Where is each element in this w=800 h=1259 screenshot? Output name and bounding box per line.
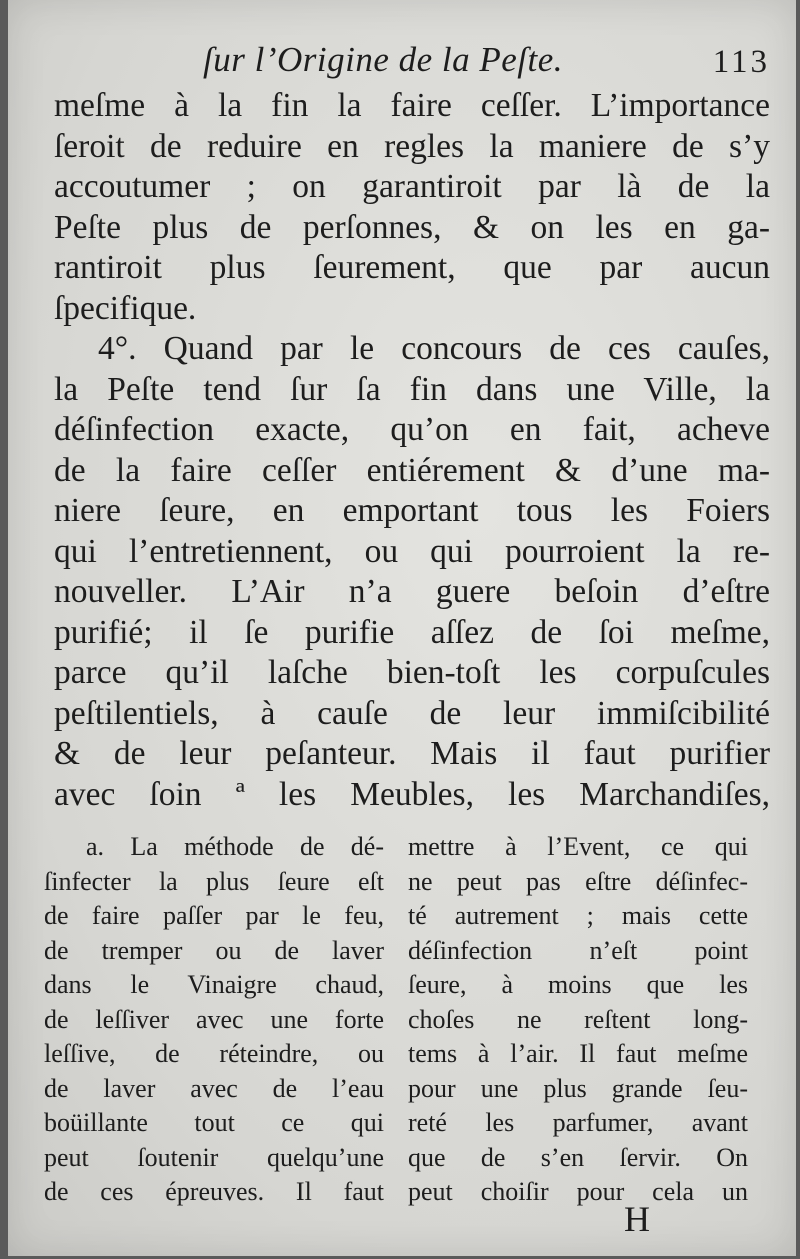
- footnote-line: reté les parfumer, avant: [408, 1108, 748, 1137]
- text-line: Peſte plus de perſonnes, & on les en ga-: [54, 208, 770, 246]
- signature-mark: H: [624, 1199, 651, 1239]
- text-line: & de leur peſanteur. Mais il faut purifier: [54, 735, 770, 772]
- text-line: purifié; il ſe purifie aſſez de ſoi meſme,: [54, 613, 770, 651]
- text-line: nouveller. L’Air n’a guere beſoin d’eſtre: [54, 573, 770, 610]
- book-page: [8, 0, 796, 1256]
- footnote-line: dans le Vinaigre chaud,: [44, 970, 384, 999]
- footnote: [44, 830, 756, 1210]
- footnote-line: a. La méthode de dé-: [86, 832, 384, 861]
- footnote-line: leſſive, de réteindre, ou: [44, 1039, 384, 1068]
- text-line: de la faire ceſſer entiérement & d’une ma-: [54, 451, 770, 489]
- footnote-line: de tremper ou de laver: [44, 935, 384, 965]
- footnote-left-column: [44, 830, 384, 1210]
- text-line: ſpecifique.: [54, 289, 197, 327]
- running-title: ſur l’Origine de la Peſte.: [203, 40, 564, 79]
- footnote-line: mettre à l’Event, ce qui: [408, 832, 748, 861]
- footnote-line: boüillante tout ce qui: [44, 1108, 384, 1137]
- text-line: niere ſeure, en emportant tous les Foiers: [54, 492, 770, 529]
- main-text: [54, 86, 770, 815]
- text-line: ſeroit de reduire en regles la maniere de s’y: [54, 127, 770, 165]
- text-line: accoutumer ; on garantiroit par là de la: [54, 168, 770, 205]
- footnote-line: ne peut pas eſtre déſinfec-: [408, 866, 748, 896]
- footnote-line: de ces épreuves. Il faut: [44, 1177, 384, 1206]
- footnote-line: ſinfecter la plus ſeure eſt: [44, 866, 384, 896]
- page-number: 113: [712, 44, 770, 80]
- footnote-right-column: [408, 830, 748, 1210]
- text-line: la Peſte tend ſur ſa fin dans une Ville, la: [54, 370, 770, 408]
- footnote-line: tems à l’air. Il faut meſme: [408, 1039, 748, 1068]
- footnote-line: que de s’en ſervir. On: [408, 1142, 748, 1172]
- page-header: [48, 40, 770, 86]
- footnote-line: de laver avec de l’eau: [44, 1073, 384, 1103]
- footnote-line: peut choiſir pour cela un: [408, 1177, 748, 1206]
- footnote-line: de faire paſſer par le feu,: [44, 901, 384, 930]
- text-line: déſinfection exacte, qu’on en fait, acheve: [54, 411, 770, 448]
- footnote-line: de leſſiver avec une forte: [44, 1004, 384, 1034]
- footnote-line: déſinfection n’eſt point: [408, 935, 748, 965]
- text-line: peſtilentiels, à cauſe de leur immiſcibilité: [54, 694, 770, 732]
- text-line: meſme à la fin la faire ceſſer. L’importance: [54, 87, 770, 124]
- text-line: qui l’entretiennent, ou qui pourroient la re-: [54, 532, 770, 570]
- footnote-line: ſeure, à moins que les: [408, 970, 748, 999]
- footnote-line: pour une plus grande ſeu-: [408, 1073, 748, 1103]
- text-line: parce qu’il laſche bien-toſt les corpuſcules: [54, 654, 770, 691]
- text-line: avec ſoin ª les Meubles, les Marchandiſes,: [54, 775, 770, 813]
- text-line: 4°. Quand par le concours de ces cauſes,: [98, 330, 770, 367]
- text-line: rantiroit plus ſeurement, que par aucun: [54, 249, 770, 286]
- footnote-line: té autrement ; mais cette: [408, 901, 748, 930]
- footnote-line: peut ſoutenir quelqu’une: [44, 1142, 384, 1172]
- footnote-line: choſes ne reſtent long-: [408, 1004, 748, 1034]
